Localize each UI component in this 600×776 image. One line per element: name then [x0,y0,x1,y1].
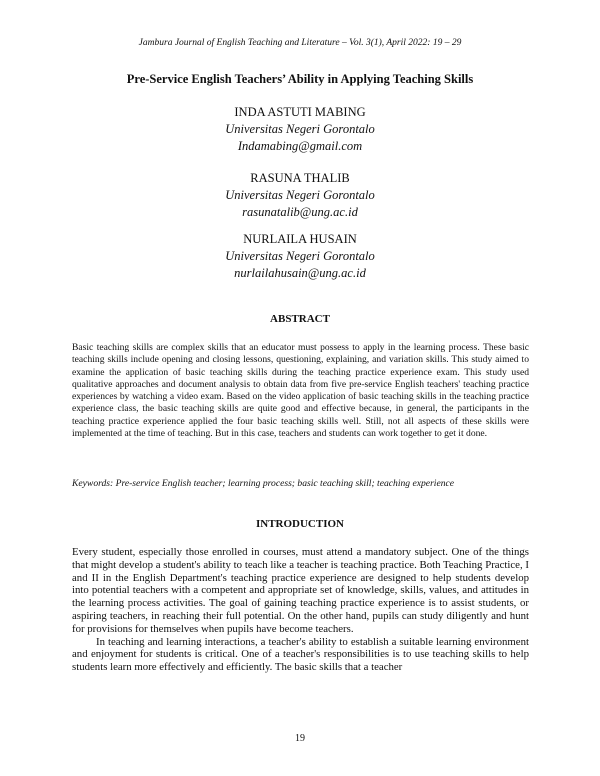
keywords: Keywords: Pre-service English teacher; learning process; basic teaching skill; teaching experience [72,478,455,489]
introduction-body [72,546,529,674]
running-head: Jambura Journal of English Teaching and Literature – Vol. 3(1), April 2022: 19 – 29 [138,38,462,48]
author-affiliation: Universitas Negeri Gorontalo [225,122,375,136]
author-block [0,104,600,155]
author-affiliation: Universitas Negeri Gorontalo [225,249,375,263]
abstract-heading: ABSTRACT [270,313,330,325]
author-affiliation: Universitas Negeri Gorontalo [225,188,375,202]
paragraph: Every student, especially those enrolled in courses, must attend a mandatory subject. One of the things that might develop a student's ability to teach like a teacher is teaching practice. Both Teaching Practice, I and II in the English Department's teaching practice experience are designed to help students develop into potential teachers with a competent and appropriate set of knowledge, skills, values, and attitudes in the learning process activities. The goal of gaining teaching practice experience is to assist students, or aspiring teachers, in reaching their full potential. On the other hand, pupils can study diligently and hunt for provisions for themselves when pupils have become teachers. [72,546,529,635]
paragraph: In teaching and learning interactions, a teacher's ability to establish a suitable learning environment and enjoyment for students is critical. One of a teacher's responsibilities is to use teaching skills to help students learn more effectively and efficiently. The basic skills that a teacher [72,635,529,674]
author-name: NURLAILA HUSAIN [243,232,357,246]
author-block [0,231,600,282]
author-email: nurlailahusain@ung.ac.id [234,266,366,280]
author-email: Indamabing@gmail.com [237,139,363,153]
author-email: rasunatalib@ung.ac.id [242,205,358,219]
author-name: INDA ASTUTI MABING [234,105,366,119]
author-name: RASUNA THALIB [250,171,350,185]
page-number: 19 [295,733,305,744]
introduction-heading: INTRODUCTION [255,518,344,530]
paper-title: Pre-Service English Teachers’ Ability in Applying Teaching Skills [126,72,474,86]
author-block [0,170,600,221]
abstract-body: Basic teaching skills are complex skills that an educator must possess to apply in the learning process. These basic teaching skills include opening and closing lessons, questioning, explaining, and variation skills. This study aimed to examine the application of basic teaching skills during the teaching practice experience exam. This study used qualitative approaches and document analysis to obtain data from five pre-service English teachers' teaching practice experiences by watching a video exam. Based on the video application of basic teaching skills in the teaching practice experience class, the basic teaching skills are quite good and effective because, in general, the participants in the teaching practice experience applied the four basic teaching skills well. Still, not all aspects of these skills were implemented at the time of teaching. But in this case, teachers and students can work together to get it done. [72,342,529,440]
